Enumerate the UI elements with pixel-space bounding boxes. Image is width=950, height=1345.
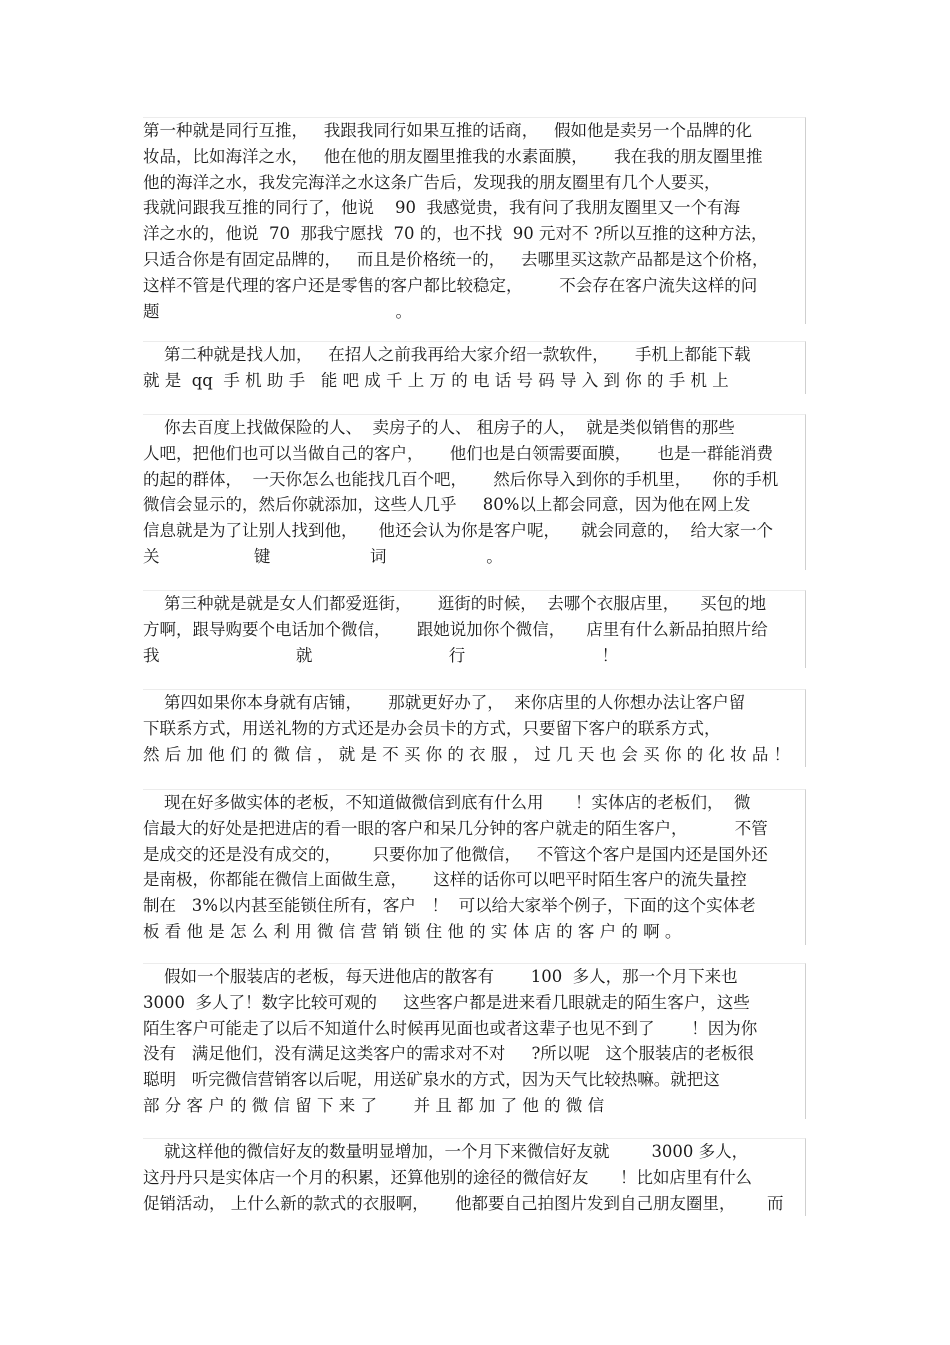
text-line: 第三种就是就是女人们都爱逛街， 逛街的时候， 去哪个衣服店里， 买包的地 — [143, 594, 767, 613]
text-line: 他的海洋之水，我发完海洋之水这条广告后，发现我的朋友圈里有几个人要买， — [143, 172, 721, 192]
text-line: 方啊，跟导购要个电话加个微信， 跟她说加你个微信， 店里有什么新品拍照片给 — [143, 619, 768, 639]
paragraph-2 — [143, 341, 806, 394]
paragraph-6 — [143, 789, 806, 945]
text-line: 人吧，把他们也可以当做自己的客户， 他们也是白领需要面膜， 也是一群能消费 — [143, 443, 773, 463]
text-line: 是成交的还是没有成交的， 只要你加了他微信， 不管这个客户是国内还是国外还 — [143, 844, 768, 864]
paragraph-8 — [143, 1138, 806, 1216]
text-line: 只适合你是有固定品牌的， 而且是价格统一的， 去哪里买这款产品都是这个价格， — [143, 249, 769, 269]
text-line: 促销活动， 上什么新的款式的衣服啊， 他都要自己拍图片发到自己朋友圈里， 而 — [143, 1193, 784, 1213]
text-line: 部 分 客 户 的 微 信 留 下 来 了 并 且 都 加 了 他 的 微 信 — [143, 1095, 605, 1115]
text-line: 第一种就是同行互推， 我跟我同行如果互推的话商， 假如他是卖另一个品牌的化 — [143, 121, 752, 140]
text-line: 题 。 — [143, 301, 413, 321]
text-line: 这丹丹只是实体店一个月的积累，还算他别的途径的微信好友 ！比如店里有什么 — [143, 1167, 752, 1187]
text-line: 微信会显示的，然后你就添加，这些人几乎 80%以上都会同意，因为他在网上发 — [143, 495, 751, 515]
text-line: 关 键 词 。 — [143, 546, 503, 566]
paragraph-1 — [143, 117, 806, 324]
text-line: 板 看 他 是 怎 么 利 用 微 信 营 销 锁 住 他 的 实 体 店 的 客 户 的 啊 。 — [143, 921, 682, 941]
paragraph-4 — [143, 590, 806, 668]
text-line: 假如一个服装店的老板，每天进他店的散客有 100 多人，那一个月下来也 — [143, 967, 738, 986]
text-line: 3000 多人了！数字比较可观的 这些客户都是进来看几眼就走的陌生客户，这些 — [143, 992, 750, 1012]
text-line: 就这样他的微信好友的数量明显增加，一个月下来微信好友就 3000 多人， — [143, 1142, 749, 1161]
text-line: 的起的群体， 一天你怎么也能找几百个吧， 然后你导入到你的手机里， 你的手机 — [143, 469, 779, 489]
text-line: 信最大的好处是把进店的看一眼的客户和呆几分钟的客户就走的陌生客户， 不管 — [143, 818, 768, 838]
text-line: 这样不管是代理的客户还是零售的客户都比较稳定， 不会存在客户流失这样的问 — [143, 275, 758, 295]
text-line: 第二种就是找人加， 在招人之前我再给大家介绍一款软件， 手机上都能下载 — [143, 345, 751, 364]
text-line: 没有 满足他们，没有满足这类客户的需求对不对 ?所以呢 这个服装店的老板很 — [143, 1044, 755, 1064]
text-line: 第四如果你本身就有店铺， 那就更好办了， 来你店里的人你想办法让客户留 — [143, 693, 746, 712]
text-line: 我 就 行 ！ — [143, 645, 619, 665]
text-line: 我就问跟我互推的同行了，他说 90 我感觉贵，我有问了我朋友圈里又一个有海 — [143, 198, 740, 218]
text-line: 就 是 qq 手 机 助 手 能 吧 成 千 上 万 的 电 话 号 码 导 入 到 你 的 手 机 上 — [143, 370, 729, 390]
text-line: 聪明 听完微信营销客以后呢，用送矿泉水的方式，因为天气比较热嘛。就把这 — [143, 1070, 720, 1090]
text-line: 下联系方式，用送礼物的方式还是办会员卡的方式，只要留下客户的联系方式， — [143, 718, 721, 738]
text-line: 然 后 加 他 们 的 微 信 ， 就 是 不 买 你 的 衣 服 ， 过 几 天 也 会 买 你 的 化 妆 品 ！ — [143, 744, 791, 764]
text-line: 现在好多做实体的老板，不知道做微信到底有什么用 ！实体店的老板们， 微 — [143, 793, 751, 812]
text-line: 是南极，你都能在微信上面做生意， 这样的话你可以吧平时陌生客户的流失量控 — [143, 870, 747, 890]
paragraph-7 — [143, 963, 806, 1119]
text-line: 信息就是为了让别人找到他， 他还会认为你是客户呢， 就会同意的， 给大家一个 — [143, 521, 773, 541]
text-line: 洋之水的，他说 70 那我宁愿找 70 的，也不找 90 元对不 ?所以互推的这种方法， — [143, 224, 768, 244]
text-line: 你去百度上找做保险的人、 卖房子的人、 租房子的人， 就是类似销售的那些 — [143, 418, 735, 437]
text-line: 制在 3%以内甚至能锁住所有，客户 ！ 可以给大家举个例子，下面的这个实体老 — [143, 896, 756, 916]
text-line: 妆品，比如海洋之水， 他在他的朋友圈里推我的水素面膜， 我在我的朋友圈里推 — [143, 146, 763, 166]
paragraph-5 — [143, 689, 806, 767]
paragraph-3 — [143, 414, 806, 570]
text-line: 陌生客户可能走了以后不知道什么时候再见面也或者这辈子也见不到了 ！因为你 — [143, 1018, 758, 1038]
